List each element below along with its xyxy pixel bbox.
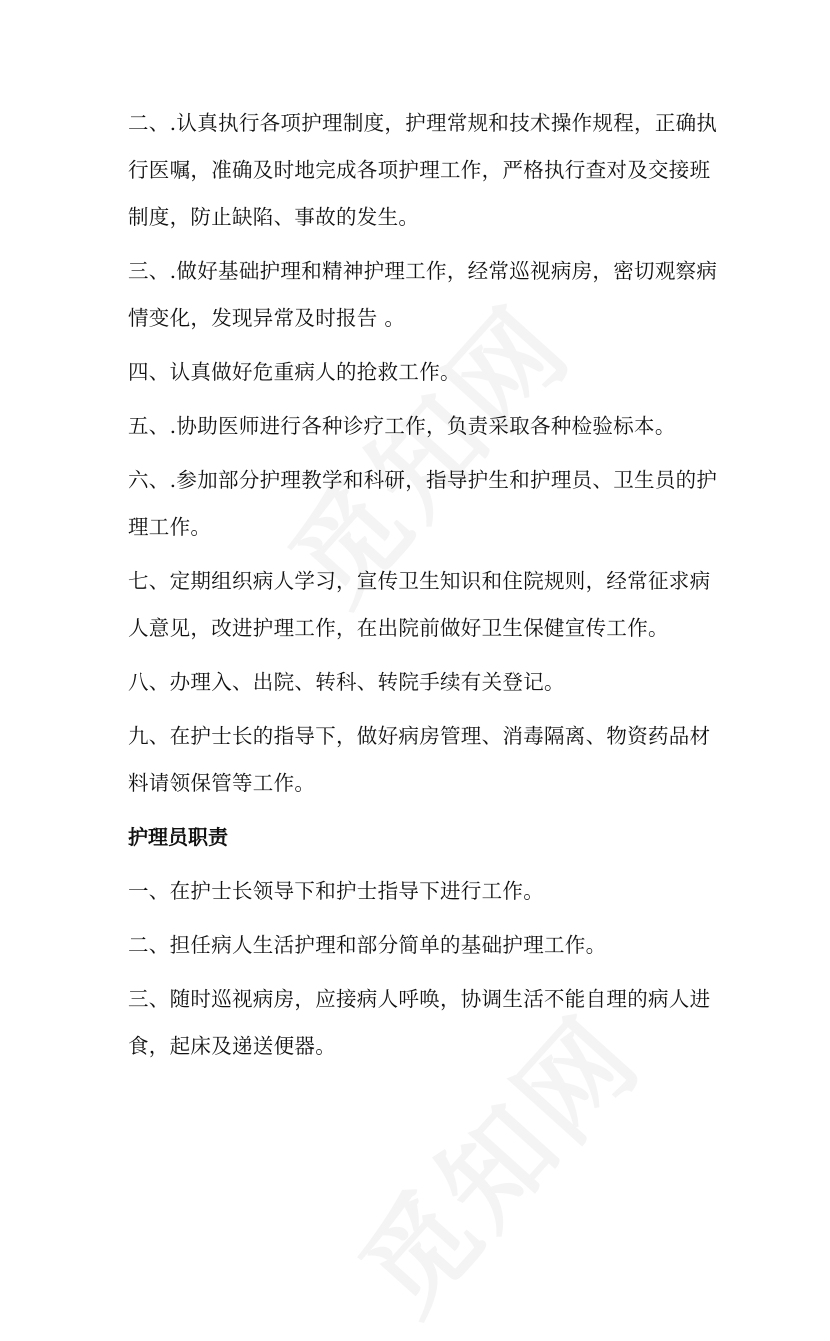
aide-paragraph-item-1: 一、在护士长领导下和护士指导下进行工作。: [128, 879, 544, 903]
paragraph-item-3: 三、.做好基础护理和精神护理工作，经常巡视病房，密切观察病情变化，发现异常及时报告 。: [128, 259, 718, 330]
section-heading: 护理员职责: [128, 825, 228, 849]
paragraph-item-9: 九、在护士长的指导下，做好病房管理、消毒隔离、物资药品材料请领保管等工作。: [128, 724, 711, 795]
paragraph-item-7: 七、定期组织病人学习，宣传卫生知识和住院规则，经常征求病人意见，改进护理工作，在出院前做好卫生保健宣传工作。: [128, 569, 711, 640]
paragraph-item-8: 八、办理入、出院、转科、转院手续有关登记。: [128, 670, 565, 694]
document-body: [128, 100, 718, 1077]
paragraph-item-4: 四、认真做好危重病人的抢救工作。: [128, 360, 461, 384]
paragraph-item-6: 六、.参加部分护理教学和科研，指导护生和护理员、卫生员的护理工作。: [128, 468, 718, 539]
aide-paragraph-item-2: 二、担任病人生活护理和部分简单的基础护理工作。: [128, 933, 607, 957]
aide-paragraph-item-3: 三、随时巡视病房，应接病人呼唤，协调生活不能自理的病人进食，起床及递送便器。: [128, 987, 711, 1058]
paragraph-item-5: 五、.协助医师进行各种诊疗工作，负责采取各种检验标本。: [128, 414, 676, 438]
paragraph-item-2: 二、.认真执行各项护理制度，护理常规和技术操作规程，正确执行医嘱，准确及时地完成各项护理工作，严格执行查对及交接班制度，防止缺陷、事故的发生。: [128, 111, 718, 229]
